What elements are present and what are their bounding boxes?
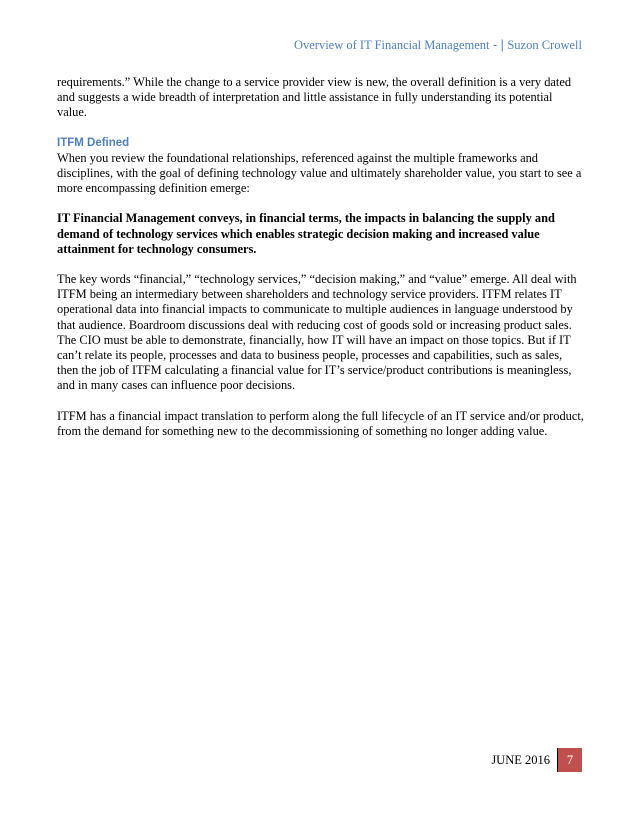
footer-date: JUNE 2016	[491, 748, 558, 772]
page-footer	[491, 748, 582, 772]
definition-statement: IT Financial Management conveys, in financial terms, the impacts in balancing the supply and demand of technology services which enables strategic decision making and increased value attainment for technology consumers.	[57, 211, 555, 256]
page-number: 7	[558, 748, 582, 772]
header-separator: - |	[489, 38, 508, 52]
lifecycle-paragraph: ITFM has a financial impact translation to perform along the full lifecycle of an IT service and/or product, from the demand for something new to the decommissioning of something no longer adding value.	[57, 408, 584, 438]
intro-paragraph: When you review the foundational relationships, referenced against the multiple frameworks and disciplines, with the goal of defining technology value and ultimately shareholder value, you start to see a more encompassing definition emerge:	[57, 150, 582, 196]
section-heading: ITFM Defined	[57, 136, 130, 149]
header-author: Suzon Crowell	[507, 38, 582, 52]
page-header	[294, 38, 582, 53]
continuation-paragraph: requirements.” While the change to a service provider view is new, the overall definition is a very dated and suggests a wide breadth of interpretation and little assistance in fully understanding its potential value.	[57, 75, 572, 120]
document-body	[57, 75, 585, 454]
key-words-paragraph: The key words “financial,” “technology services,” “decision making,” and “value” emerge. All deal with ITFM being an intermediary between shareholders and technology service providers. ITFM relates IT operational data into financial impacts to communicate to multiple audiences in language understood by that audience. Boardroom discussions deal with reducing cost of goods sold or increasing product sales. The CIO must be able to demonstrate, financially, how IT will have an impact on those topics. But if IT can’t relate its people, processes and data to business people, processes and capabilities, such as sales, then the job of ITFM calculating a financial value for IT’s service/product contributions is meaningless, and in many cases can influence poor decisions.	[57, 272, 577, 393]
header-title: Overview of IT Financial Management	[293, 38, 490, 52]
